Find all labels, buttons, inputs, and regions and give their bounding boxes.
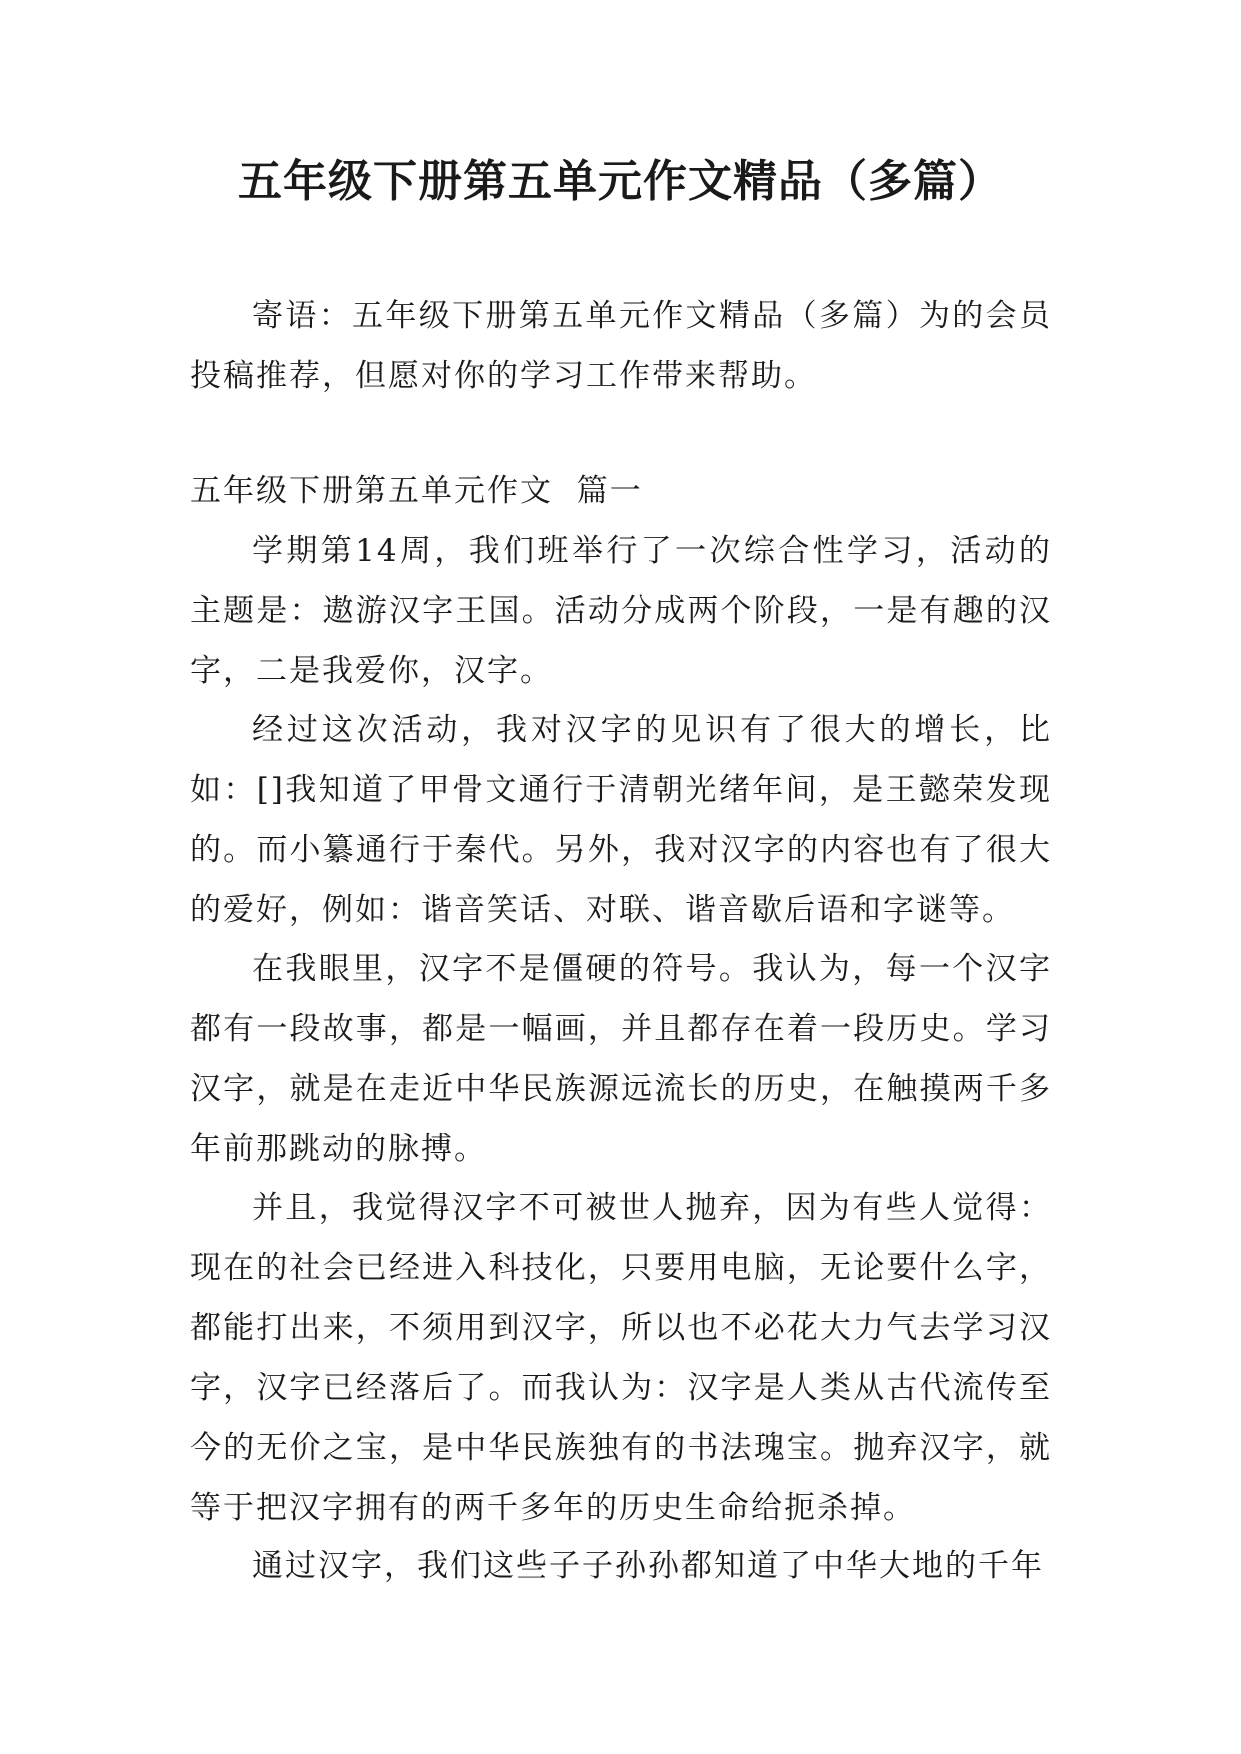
section-heading: 五年级下册第五单元作文 篇一: [190, 473, 643, 509]
foreword-paragraph: 寄语：五年级下册第五单元作文精品（多篇）为的会员投稿推荐，但愿对你的学习工作带来帮助。: [190, 298, 1052, 394]
body-paragraph-4: 并且，我觉得汉字不可被世人抛弃，因为有些人觉得：现在的社会已经进入科技化，只要用电脑，无论要什么字，都能打出来，不须用到汉字，所以也不必花大力气去学习汉字，汉字已经落后了。而我认为：汉字是人类从古代流传至今的无价之宝，是中华民族独有的书法瑰宝。抛弃汉字，就等于把汉字拥有的两千多年的历史生命给扼杀掉。: [190, 1190, 1052, 1526]
body-paragraph-1: 学期第14周，我们班举行了一次综合性学习，活动的主题是：遨游汉字王国。活动分成两个阶段，一是有趣的汉字，二是我爱你，汉字。: [190, 533, 1052, 689]
body-paragraph-3: 在我眼里，汉字不是僵硬的符号。我认为，每一个汉字都有一段故事，都是一幅画，并且都存在着一段历史。学习汉字，就是在走近中华民族源远流长的历史，在触摸两千多年前那跳动的脉搏。: [190, 951, 1052, 1167]
body-paragraph-5: 通过汉字，我们这些子子孙孙都知道了中华大地的千年: [252, 1548, 1044, 1584]
document-title: 五年级下册第五单元作文精品（多篇）: [238, 156, 1003, 207]
body-paragraph-2: 经过这次活动，我对汉字的见识有了很大的增长，比如：[]我知道了甲骨文通行于清朝光绪年间，是王懿荣发现的。而小纂通行于秦代。另外，我对汉字的内容也有了很大的爱好，例如：谐音笑话、对联、谐音歇后语和字谜等。: [190, 712, 1052, 928]
